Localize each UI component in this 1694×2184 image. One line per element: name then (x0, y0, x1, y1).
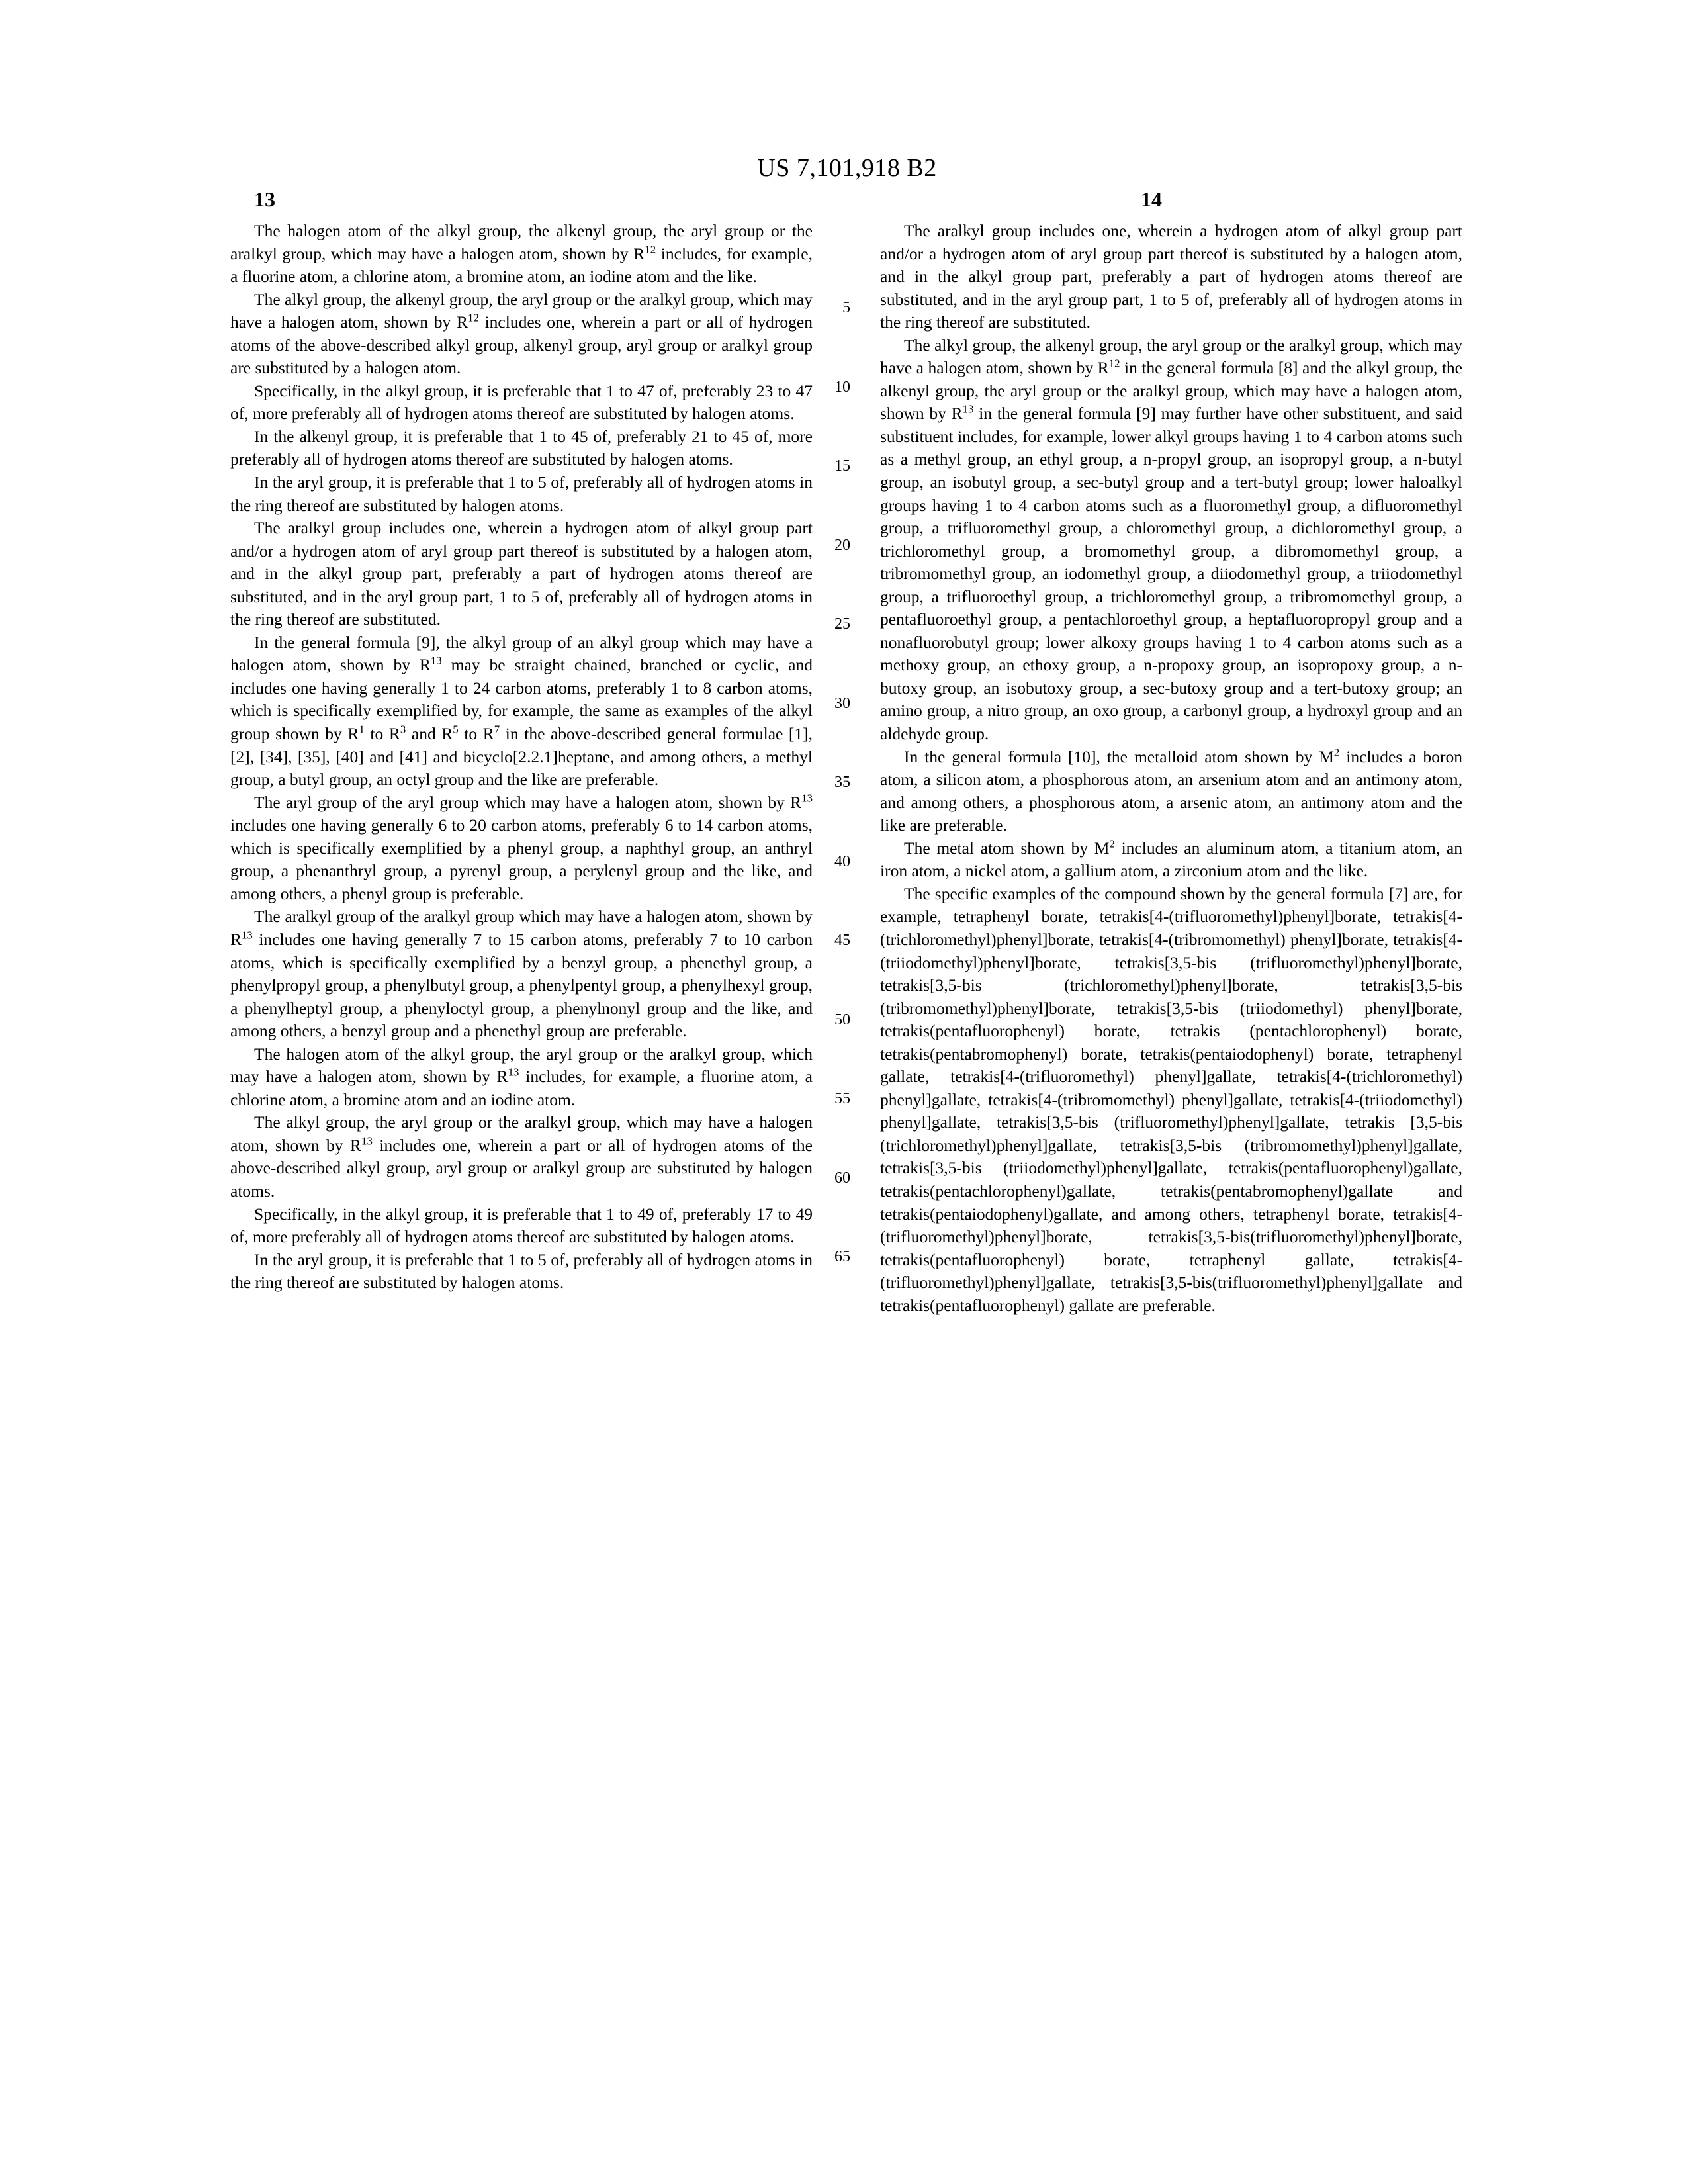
line-number: 30 (834, 695, 850, 712)
line-number: 35 (834, 774, 850, 791)
paragraph: In the aryl group, it is preferable that 1 to 5 of, preferably all of hydrogen atoms in the ring thereof are substituted by halogen atoms. (230, 1250, 813, 1293)
line-number: 45 (834, 932, 850, 949)
line-number: 5 (842, 299, 850, 316)
paragraph: The specific examples of the compound shown by the general formula [7] are, for example, tetraphenyl borate, tetrakis[4-(trifluoromethyl)phenyl]borate, tetrakis[4-(trichloromethyl)phenyl]borate, tetrakis[4-(tribromomethyl) phenyl]borate, tetrakis[4-(triiodomethyl)phenyl]borate, tetrakis[3,5-bis (trifluoromethyl)phenyl]borate, tetrakis[3,5-bis (trichloromethyl)phenyl]borate, tetrakis[3,5-bis (tribromomethyl)phenyl]borate, tetrakis[3,5-bis (triiodomethyl) phenyl]borate, tetrakis(pentafluorophenyl) borate, tetrakis (pentachlorophenyl) borate, tetrakis(pentabromophenyl) borate, tetrakis(pentaiodophenyl) borate, tetraphenyl gallate, tetrakis[4-(trifluoromethyl) phenyl]gallate, tetrakis[4-(trichloromethyl) phenyl]gallate, tetrakis[4-(tribromomethyl) phenyl]gallate, tetrakis[4-(triiodomethyl) phenyl]gallate, tetrakis[3,5-bis (trifluoromethyl)phenyl]gallate, tetrakis [3,5-bis (trichloromethyl)phenyl]gallate, tetrakis[3,5-bis (tribromomethyl)phenyl]gallate, tetrakis[3,5-bis (triiodomethyl)phenyl]gallate, tetrakis(pentafluorophenyl)gallate, tetrakis(pentachlorophenyl)gallate, tetrakis(pentabromophenyl)gallate and tetrakis(pentaiodophenyl)gallate, and among others, tetraphenyl borate, tetrakis[4-(trifluoromethyl)phenyl]borate, tetrakis[3,5-bis(trifluoromethyl)phenyl]borate, tetrakis(pentafluorophenyl) borate, tetraphenyl gallate, tetrakis[4-(trifluoromethyl)phenyl]gallate, tetrakis[3,5-bis(trifluoromethyl)phenyl]gallate and tetrakis(pentafluorophenyl) gallate are preferable. (880, 884, 1462, 1315)
body-column-right (880, 220, 1462, 1317)
line-number: 10 (834, 379, 850, 396)
line-number: 15 (834, 457, 850, 475)
paragraph: The halogen atom of the alkyl group, the alkenyl group, the aryl group or the aralkyl group, which may have a halogen atom, shown by $R^{12}$ includes, for example, a fluorine atom, a chlorine atom, a bromine atom, an iodine atom and the like. (230, 221, 813, 287)
paragraph: The halogen atom of the alkyl group, the aryl group or the aralkyl group, which may have a halogen atom, shown by $R^{13}$ includes, for example, a fluorine atom, a chlorine atom, a bromine atom and an iodine atom. (230, 1044, 813, 1109)
paragraph: In the alkenyl group, it is preferable that 1 to 45 of, preferably 21 to 45 of, more preferably all of hydrogen atoms thereof are substituted by halogen atoms. (230, 426, 813, 469)
paragraph: The aryl group of the aryl group which may have a halogen atom, shown by $R^{13}$ includes one having generally 6 to 20 carbon atoms, preferably 6 to 14 carbon atoms, which is specifically exemplified by a phenyl group, a naphthyl group, an anthryl group, a phenanthryl group, a pyrenyl group, a perylenyl group and the like, and among others, a phenyl group is preferable. (230, 792, 813, 903)
paragraph: The alkyl group, the aryl group or the aralkyl group, which may have a halogen atom, shown by $R^{13}$ includes one, wherein a part or all of hydrogen atoms of the above-described alkyl group, aryl group or aralkyl group are substituted by halogen atoms. (230, 1113, 813, 1201)
paragraph: The aralkyl group includes one, wherein a hydrogen atom of alkyl group part and/or a hydrogen atom of aryl group part thereof is substituted by a halogen atom, and in the alkyl group part, preferably a part of hydrogen atoms thereof are substituted, and in the aryl group part, 1 to 5 of, preferably all of hydrogen atoms in the ring thereof are substituted. (230, 518, 813, 629)
paragraph: The aralkyl group of the aralkyl group which may have a halogen atom, shown by $R^{13}$ includes one having generally 7 to 15 carbon atoms, preferably 7 to 10 carbon atoms, which is specifically exemplified by a benzyl group, a phenethyl group, a phenylpropyl group, a phenylbutyl group, a phenylpentyl group, a phenylhexyl group, a phenylheptyl group, a phenyloctyl group, a phenylnonyl group and the like, and among others, a benzyl group and a phenethyl group are preferable. (230, 907, 813, 1041)
paragraph: The alkyl group, the alkenyl group, the aryl group or the aralkyl group, which may have a halogen atom, shown by $R^{12}$ includes one, wherein a part or all of hydrogen atoms of the above-described alkyl group, alkenyl group, aryl group or aralkyl group are substituted by a halogen atom. (230, 289, 813, 378)
line-number: 55 (834, 1090, 850, 1107)
body-column-left (230, 220, 813, 1295)
paragraph: The metal atom shown by $M^2$ includes an aluminum atom, a titanium atom, an iron atom, a nickel atom, a gallium atom, a zirconium atom and the like. (880, 837, 1462, 881)
line-number: 65 (834, 1248, 850, 1265)
line-number: 60 (834, 1169, 850, 1187)
paragraph: Specifically, in the alkyl group, it is preferable that 1 to 47 of, preferably 23 to 47 of, more preferably all of hydrogen atoms thereof are substituted by halogen atoms. (230, 381, 813, 424)
patent-number: US 7,101,918 B2 (757, 154, 937, 182)
line-number: 20 (834, 537, 850, 554)
paragraph: In the general formula [9], the alkyl group of an alkyl group which may have a halogen atom, shown by $R^{13}$ may be straight chained, branched or cyclic, and includes one having generally 1 to 24 carbon atoms, preferably 1 to 8 carbon atoms, which is specifically exemplified by, for example, the same as examples of the alkyl group shown by $R^1$ to $R^3$ and $R^5$ to $R^7$ in the above-described general formulae [1], [2], [34], [35], [40] and [41] and bicyclo[2.2.1]heptane, and among others, a methyl group, a butyl group, an octyl group and the like are preferable. (230, 632, 813, 790)
column-number-right: 14 (1141, 187, 1162, 211)
paragraph: In the aryl group, it is preferable that 1 to 5 of, preferably all of hydrogen atoms in the ring thereof are substituted by halogen atoms. (230, 473, 813, 515)
line-number: 25 (834, 615, 850, 633)
paragraph: Specifically, in the alkyl group, it is preferable that 1 to 49 of, preferably 17 to 49 of, more preferably all of hydrogen atoms thereof are substituted by halogen atoms. (230, 1204, 813, 1247)
line-number: 40 (834, 853, 850, 870)
paragraph: The aralkyl group includes one, wherein a hydrogen atom of alkyl group part and/or a hydrogen atom of aryl group part thereof is substituted by a halogen atom, and in the alkyl group part, preferably a part of hydrogen atoms thereof are substituted, and in the aryl group part, 1 to 5 of, preferably all of hydrogen atoms in the ring thereof are substituted. (880, 221, 1462, 332)
paragraph: The alkyl group, the alkenyl group, the aryl group or the aralkyl group, which may have a halogen atom, shown by $R^{12}$ in the general formula [8] and the alkyl group, the alkenyl group, the aryl group or the aralkyl group, which may have a halogen atom, shown by $R^{13}$ in the general formula [9] may further have other substituent, and said substituent includes, for example, lower alkyl groups having 1 to 4 carbon atoms such as a methyl group, an ethyl group, a n-propyl group, an isopropyl group, a n-butyl group, an isobutyl group, a sec-butyl group and a tert-butyl group; lower haloalkyl groups having 1 to 4 carbon atoms such as a fluoromethyl group, a difluoromethyl group, a trifluoromethyl group, a chloromethyl group, a dichloromethyl group, a trichloromethyl group, a bromomethyl group, a dibromomethyl group, a tribromomethyl group, an iodomethyl group, a diiodomethyl group, a triiodomethyl group, a trifluoroethyl group, a trichloromethyl group, a tribromomethyl group, a pentafluoroethyl group, a pentachloroethyl group, a heptafluoropropyl group and a nonafluorobutyl group; lower alkoxy groups having 1 to 4 carbon atoms such as a methoxy group, an ethoxy group, a n-propoxy group, an isopropoxy group, a n-butoxy group, an isobutoxy group, a sec-butoxy group and a tert-butoxy group; an amino group, a nitro group, an oxo group, a carbonyl group, a hydroxyl group and an aldehyde group. (880, 335, 1462, 744)
column-number-left: 13 (254, 187, 275, 211)
line-number: 50 (834, 1011, 850, 1028)
paragraph: In the general formula [10], the metalloid atom shown by $M^2$ includes a boron atom, a silicon atom, a phosphorous atom, an arsenium atom and an antimony atom, and among others, a phosphorous atom, a arsenic atom, an antimony atom and the like are preferable. (880, 746, 1463, 835)
